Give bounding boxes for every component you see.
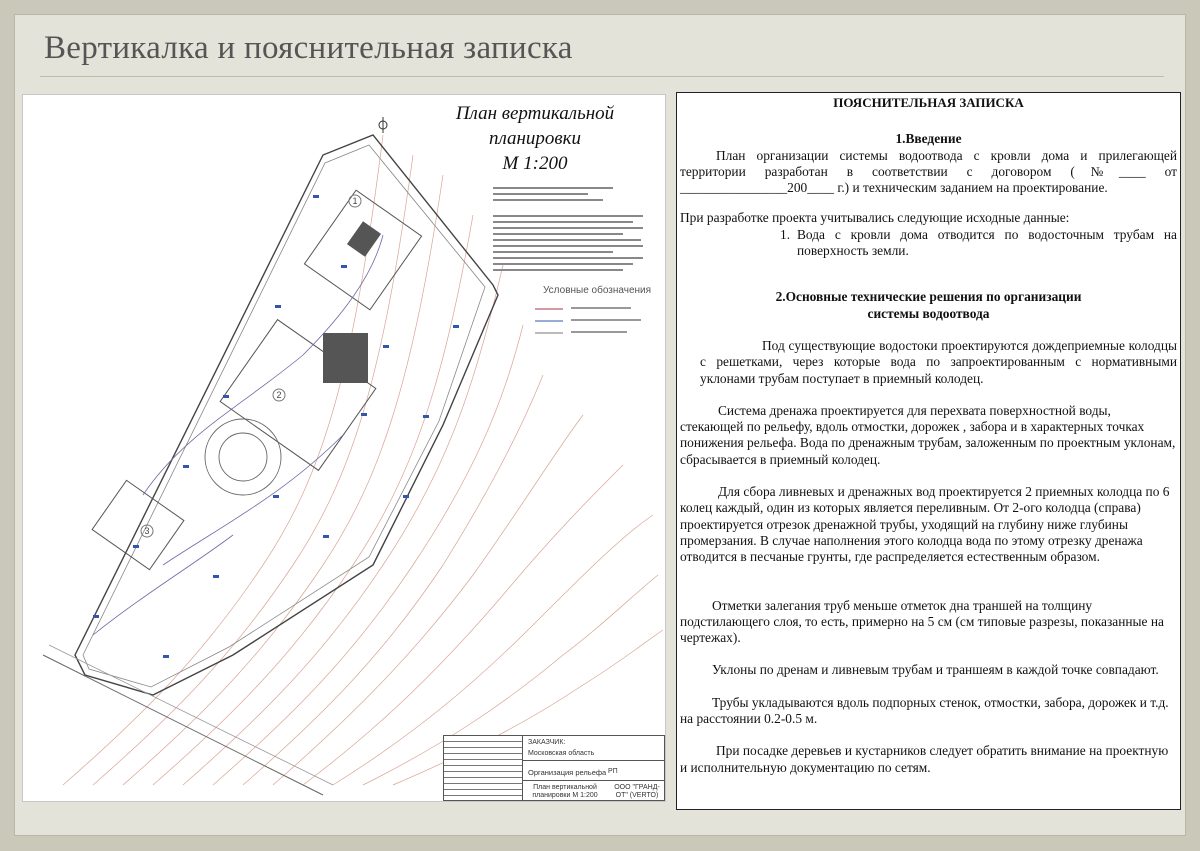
drainage-lines [93,235,383,635]
elevation-markers [93,195,459,658]
stage: РП [608,768,618,775]
zone-label-1: 1 [352,196,358,206]
section2-title: 2.Основные технические решения по организации системы водоотвода [775,289,1082,321]
plan-title [415,101,655,176]
circular-patio [205,419,281,495]
title-block [443,735,665,801]
zone-label-3: 3 [144,526,150,536]
source-item-line1: Вода с кровли дома отводится по водосточным трубам на [797,226,1177,242]
paragraph-2: Система дренажа проектируется для перехвата поверхностной воды, стекающей по рельефу, вдоль отмостки, дорожек , забора и в характерных точках понижения рельефа. Вода по дренажным трубам, заложенным по проектным уклонам, сбрасывается в приемный колодец. [680,402,1176,467]
drawing-name: План вертикальной планировки М 1:200 [532,784,598,799]
sheet-name: Организация рельефа [528,768,607,777]
paragraph-6: Трубы укладываются вдоль подпорных стенок, отмостки, забора, дорожек и т.д. на расстоянии 0.2-0.5 м. [680,694,1169,727]
paragraph-4: Отметки залегания труб меньше отметок дна траншей на толщину подстилающего слоя, то есть, примерно на 5 см (см типовые разрезы, показанные на чертежах). [680,597,1164,646]
paragraph-1: Под существующие водостоки проектируются дождеприемные колодцы с решетками, через которые вода по запроектированным с нормативными уклонами трубам поступает в приемный колодец. [700,337,1177,386]
paragraph-7: При посадке деревьев и кустарников следует обратить внимание на проектную и исполнительную документацию по сетям. [680,743,1169,775]
zone-label-2: 2 [276,390,282,400]
intro-paragraph: План организации системы водоотвода с кровли дома и прилегающей территории разработан в соответствии с договором (№____ от ________________200____ г.) и техническим заданием на проектирование. [680,147,1177,196]
source-data-intro: При разработке проекта учитывались следующие исходные данные: [680,210,1070,226]
plan-notes [493,187,643,271]
title-divider [40,76,1164,77]
customer-label: ЗАКАЗЧИК: [528,739,566,746]
note-heading: ПОЯСНИТЕЛЬНАЯ ЗАПИСКА [833,95,1024,110]
explanatory-note [676,92,1181,810]
site-boundary [75,135,498,695]
page-title: Вертикалка и пояснительная записка [44,30,573,66]
legend-text [571,307,641,333]
north-arrow-icon [379,117,387,133]
legend-items [535,309,563,333]
hatched-roofs [323,221,381,383]
company: ООО "ГРАНД-ОТ" (VERTO) [614,784,660,799]
paragraph-3: Для сбора ливневых и дренажных вод проектируется 2 приемных колодца по 6 колец каждый, один из которых является переливным. От 2-ого колодца (справа) проектируется отрезок дренажной трубы, уходящий на глубину ниже глубины промерзания. В случае наполнения этого колодца вода по этому отрезку дренажа отводится в песчаные грунты, где распределяется естественным образом. [680,484,1170,565]
source-item-number: 1. [780,226,791,242]
site-plan-drawing [22,94,666,802]
plan-title-line1: План вертикальной планировки [455,103,615,149]
road-edge [43,655,323,795]
region: Московская область [528,750,595,757]
road-edge-2 [49,645,333,785]
paragraph-5: Уклоны по дренам и ливневым трубам и траншеям в каждой точке совпадают. [712,662,1159,678]
legend-title: Условные обозначения [543,285,652,296]
site-plan-graphic [23,95,666,802]
source-item [680,227,1177,260]
section1-title: 1.Введение [895,131,962,147]
plan-scale: М 1:200 [502,153,568,174]
source-item-line2: поверхность земли. [797,243,909,259]
